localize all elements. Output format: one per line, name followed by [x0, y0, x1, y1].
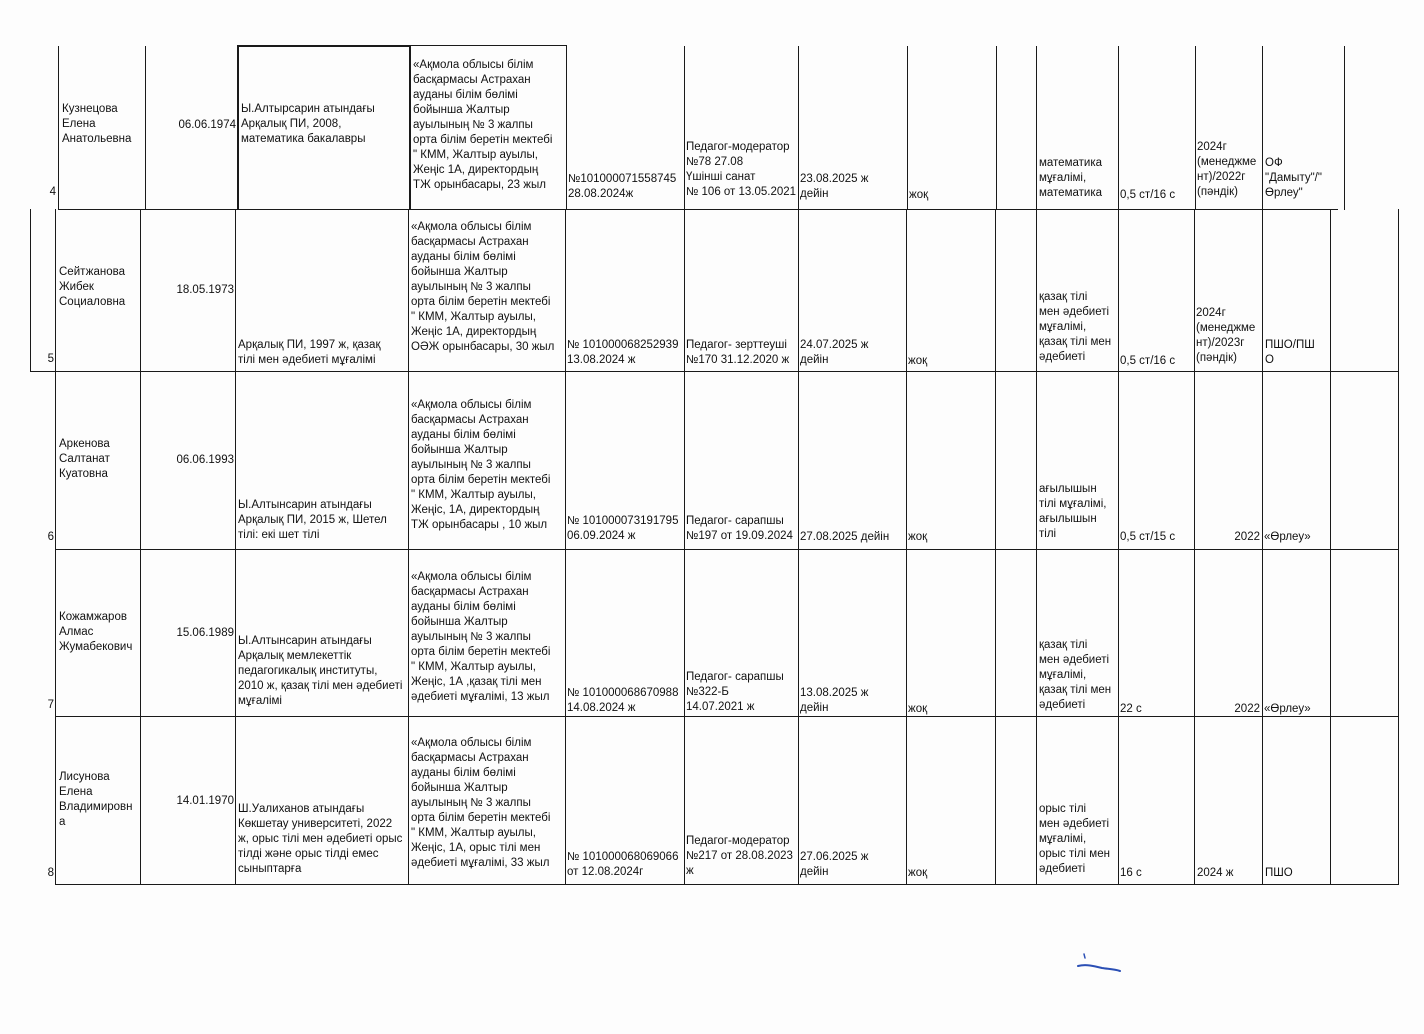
grid-line [30, 209, 31, 371]
teaching-load: 0,5 ст/15 с [1120, 531, 1176, 543]
row-number: 6 [47, 531, 54, 543]
category-info: Педагог- сарапшы №322-Б 14.07.2021 ж [686, 671, 784, 713]
certificate-info: № 101000073191795 06.09.2024 ж [567, 515, 679, 542]
teaching-load: 0,5 ст/16 с [1120, 355, 1176, 367]
education-info: Ы.Алтынсарин атындағы Арқалық ПИ, 2015 ж, Шетел тілі: екі шет тілі [238, 499, 387, 541]
teaching-load: 22 с [1120, 703, 1142, 715]
course-organization: ОФ "Дамыту"/" Өрлеу" [1265, 157, 1322, 199]
grid-line [237, 45, 411, 47]
subject-info: ағылышын тілі мұғалімі, ағылышын тілі [1039, 483, 1107, 540]
course-organization: ПШО [1265, 867, 1293, 879]
education-info: Арқалық ПИ, 1997 ж, қазақ тілі мен әдебиеті мұғалімі [238, 339, 381, 366]
course-organization: «Өрлеу» [1264, 531, 1311, 543]
grid-line [408, 209, 409, 885]
grid-line [1195, 46, 1196, 210]
teacher-name: Кузнецова Елена Анатольевна [62, 103, 132, 145]
grid-line [58, 209, 1338, 210]
teacher-name: Сейтжанова Жибек Социаловна [59, 266, 126, 308]
category-info: Педагог- зерттеуші №170 31.12.2020 ж [686, 339, 790, 366]
grid-line [906, 209, 907, 885]
grid-line [409, 45, 567, 46]
status-value: жоқ [908, 703, 928, 715]
status-value: жоқ [908, 355, 928, 367]
birth-date: 06.06.1974 [178, 119, 236, 131]
subject-info: орыс тілі мен әдебиеті мұғалімі, орыс тілі мен әдебиеті [1039, 803, 1110, 875]
subject-info: математика мұғалімі, математика [1039, 157, 1103, 199]
grid-line [996, 46, 997, 210]
grid-line [237, 46, 239, 210]
grid-line [566, 46, 567, 210]
grid-line [409, 46, 411, 210]
grid-line [30, 371, 1399, 372]
course-organization: «Өрлеу» [1264, 703, 1311, 715]
grid-line [1344, 46, 1345, 210]
grid-line [1262, 209, 1263, 885]
grid-line [58, 46, 59, 210]
valid-until: 23.08.2025 ж дейін [800, 173, 869, 200]
teacher-name: Кожамжаров Алмас Жумабекович [59, 611, 133, 653]
grid-line [235, 209, 236, 885]
education-info: Ы.Алтырсарин атындағы Арқалық ПИ, 2008, математика бакалавры [241, 103, 375, 145]
subject-info: қазақ тілі мен әдебиеті мұғалімі, қазақ тілі мен әдебиеті [1039, 291, 1112, 363]
course-years: 2024г (менеджме нт)/2022г (пәндік) [1197, 141, 1257, 198]
row-number: 8 [47, 867, 54, 879]
subject-info: қазақ тілі мен әдебиеті мұғалімі, қазақ тілі мен әдебиеті [1039, 639, 1112, 711]
grid-line [1036, 209, 1037, 885]
teacher-name: Лисунова Елена Владимировн а [59, 771, 133, 828]
grid-line [907, 46, 908, 210]
workplace-info: «Ақмола облысы білім басқармасы Астрахан ауданы білім бөлімі бойынша Жалтыр ауылының № 3 жалпы орта білім беретін мектебі " КММ, Жалтыр ауылы, Жеңіс 1А, директордың ОӘЖ орынбасары, 30 жыл [411, 221, 555, 353]
row-number: 5 [47, 353, 54, 365]
birth-date: 18.05.1973 [176, 284, 234, 296]
birth-date: 06.06.1993 [176, 454, 234, 466]
grid-line [1118, 46, 1119, 210]
row-number: 7 [47, 699, 54, 711]
course-years: 2022 [1234, 531, 1260, 543]
grid-line [55, 209, 56, 885]
course-organization: ПШО/ПШ О [1265, 339, 1315, 366]
education-info: Ш.Уалиханов атындағы Көкшетау университеті, 2022 ж, орыс тілі мен әдебиеті орыс тілді және орыс тілді емес сыныптарға [238, 803, 403, 875]
workplace-info: «Ақмола облысы білім басқармасы Астрахан ауданы білім бөлімі бойынша Жалтыр ауылының № 3 жалпы орта білім беретін мектебі " КММ, Жалтыр ауылы, Жеңіс, 1А ,қазақ тілі мен әдебиеті мұғалімі, 13 жыл [411, 571, 551, 703]
grid-line [995, 209, 996, 885]
grid-line [55, 549, 1399, 550]
education-info: Ы.Алтынсарин атындағы Арқалық мемлекеттік педагогикалық институты, 2010 ж, қазақ тілі мен әдебиеті мұғалімі [238, 635, 403, 707]
grid-line [1194, 209, 1195, 885]
grid-line [55, 884, 1399, 885]
course-years: 2024г (менеджме нт)/2023г (пәндік) [1196, 307, 1256, 364]
grid-line [684, 46, 685, 210]
category-info: Педагог-модератор №217 от 28.08.2023 ж [686, 835, 793, 877]
valid-until: 24.07.2025 ж дейін [800, 339, 869, 366]
teaching-load: 16 с [1120, 867, 1142, 879]
grid-line [798, 209, 799, 885]
course-years: 2024 ж [1197, 867, 1234, 879]
status-value: жоқ [908, 867, 928, 879]
category-info: Педагог-модератор №78 27.08 Үшінші санат № 106 от 13.05.2021 [686, 141, 797, 198]
certificate-info: № 101000068069066 от 12.08.2024г [567, 851, 679, 878]
pen-mark-icon [1072, 944, 1132, 984]
certificate-info: № 101000068670988 14.08.2024 ж [567, 687, 679, 714]
grid-line [565, 209, 566, 885]
status-value: жоқ [908, 531, 928, 543]
birth-date: 14.01.1970 [176, 795, 234, 807]
certificate-info: №101000071558745 28.08.2024ж [568, 173, 677, 200]
grid-line [1118, 209, 1119, 885]
grid-line [1330, 209, 1331, 885]
workplace-info: «Ақмола облысы білім басқармасы Астрахан ауданы білім бөлімі бойынша Жалтыр ауылының № 3 жалпы орта білім беретін мектебі " КММ, Жалтыр ауылы, Жеңіс, 1А, директордың ТЖ орынбасары , 10 жыл [411, 399, 551, 531]
category-info: Педагог- сарапшы №197 от 19.09.2024 [686, 515, 793, 542]
teaching-load: 0,5 ст/16 с [1120, 189, 1176, 201]
valid-until: 27.08.2025 дейін [800, 531, 890, 543]
grid-line [145, 46, 146, 210]
grid-line [1398, 209, 1399, 885]
teacher-name: Аркенова Салтанат Куатовна [59, 438, 110, 480]
status-value: жоқ [909, 189, 929, 201]
grid-line [1262, 46, 1263, 210]
grid-line [684, 209, 685, 885]
grid-line [798, 46, 799, 210]
workplace-info: «Ақмола облысы білім басқармасы Астрахан ауданы білім бөлімі бойынша Жалтыр ауылының № 3 жалпы орта білім беретін мектебі " КММ, Жалтыр ауылы, Жеңіс 1А, директордың ТЖ орынбасары, 23 жыл [413, 59, 553, 191]
grid-line [1036, 46, 1037, 210]
certificate-info: № 101000068252939 13.08.2024 ж [567, 339, 679, 366]
row-number: 4 [49, 186, 56, 198]
valid-until: 27.06.2025 ж дейін [800, 851, 869, 878]
course-years: 2022 [1234, 703, 1260, 715]
valid-until: 13.08.2025 ж дейін [800, 687, 869, 714]
grid-line [140, 209, 141, 885]
workplace-info: «Ақмола облысы білім басқармасы Астрахан ауданы білім бөлімі бойынша Жалтыр ауылының № 3 жалпы орта білім беретін мектебі " КММ, Жалтыр ауылы, Жеңіс, 1А, орыс тілі мен әдебиеті мұғалімі, 33 жыл [411, 737, 551, 869]
birth-date: 15.06.1989 [176, 627, 234, 639]
